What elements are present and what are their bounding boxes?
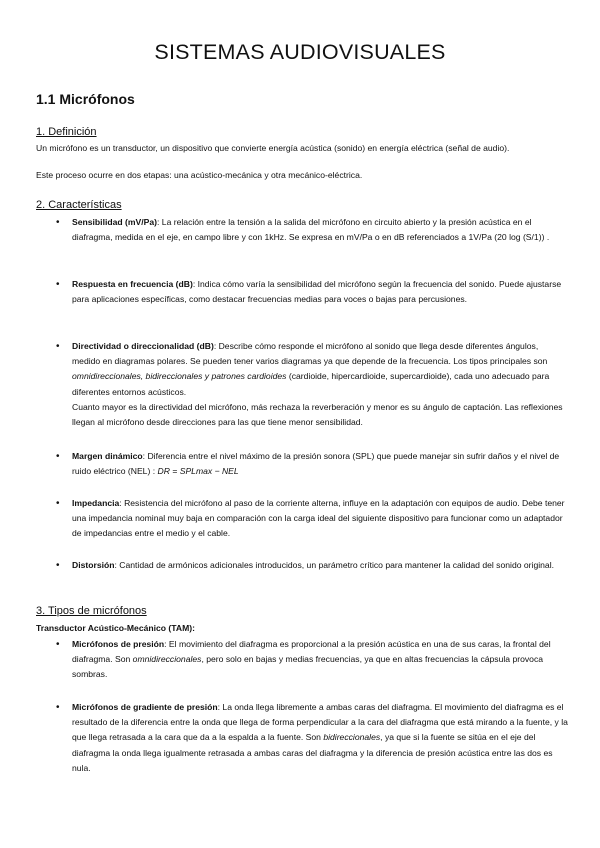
list-item-respuesta xyxy=(72,277,568,307)
list-item-sensibilidad xyxy=(72,215,568,245)
item-text-continued: , ya que si la fuente se sitúa en el eje del diafragma la onda llega igualmente retrasada a ambas caras del diafragma y la diferencia de presión acústica entre las dos es nula. xyxy=(72,732,553,773)
bullet-icon: • xyxy=(56,279,60,290)
definicion-heading: 1. Definición xyxy=(36,126,97,138)
list-item-presion xyxy=(72,637,568,683)
bullet-icon: • xyxy=(56,451,60,462)
item-extra: Cuanto mayor es la directividad del micrófono, más rechaza la reverberación y menor es su ángulo de captación. Las reflexiones llegan al micrófono desde direcciones para las que tiene menor sensibilidad. xyxy=(72,401,563,428)
definicion-paragraph-2: Este proceso ocurre en dos etapas: una acústico-mecánica y otra mecánico-eléctrica. xyxy=(36,170,363,180)
item-text: : El movimiento del diafragma es proporcional a la presión acústica en una de sus caras, la frontal del diafragma. Son xyxy=(72,639,551,665)
item-formula: DR = SPLmax − NEL xyxy=(157,466,239,477)
caracteristicas-heading: 2. Características xyxy=(36,199,122,211)
item-term: Sensibilidad (mV/Pa) xyxy=(72,217,158,227)
item-term: Margen dinámico xyxy=(72,451,143,461)
item-term: Impedancia xyxy=(72,498,120,508)
item-term: Micrófonos de gradiente de presión xyxy=(72,702,218,712)
item-text: : Indica cómo varía la sensibilidad del micrófono según la frecuencia del sonido. Puede ajustarse para aplicaciones específicas, como destacar frecuencias medias para voces o bajas para percusiones. xyxy=(72,279,562,305)
item-text: : La onda llega libremente a ambas caras del diafragma. El movimiento del diafragma es el resultado de la diferencia entre la onda que llega de forma perpendicular a la cara del diafragma que está mirando a la fuente, y la que llega retrasada a la cara que da a la espalda a la fuente. Son xyxy=(72,702,568,743)
item-text: : La relación entre la tensión a la salida del micrófono en circuito abierto y la presión acústica en el diafragma, medida en el eje, en campo libre y con 1kHz. Se expresa en mV/Pa o en dB referenciados a 1V/Pa (20 log (S/1)) . xyxy=(72,217,550,243)
list-item-directividad xyxy=(72,339,568,430)
item-term: Micrófonos de presión xyxy=(72,639,165,649)
item-term: Respuesta en frecuencia (dB) xyxy=(72,279,193,289)
item-text-continued: (cardioide, hipercardioide, supercardioide), cada uno adecuado para diferentes entornos acústicos. xyxy=(72,371,550,397)
list-item-gradiente xyxy=(72,700,568,776)
item-text: : Resistencia del micrófono al paso de la corriente alterna, influye en la adaptación con equipos de audio. Debe tener una impedancia nominal muy baja en comparación con la carga ideal del siguiente dispositivo para funcionar como un adaptador de impedancias entre el medio y el cable. xyxy=(72,498,565,539)
tipos-subheading: Transductor Acústico-Mecánico (TAM): xyxy=(36,623,195,633)
item-text: : Describe cómo responde el micrófono al sonido que llega desde diferentes ángulos, medido en diagramas polares. Se pueden tener varios diagramas ya que depende de la frecuencia. Los tipos principales son xyxy=(72,341,548,367)
bullet-icon: • xyxy=(56,639,60,650)
list-item-margen xyxy=(72,449,568,479)
tipos-heading: 3. Tipos de micrófonos xyxy=(36,605,147,617)
item-term: Distorsión xyxy=(72,560,115,570)
item-text: : Cantidad de armónicos adicionales introducidos, un parámetro crítico para mantener la calidad del sonido original. xyxy=(114,560,554,570)
list-item-distorsion xyxy=(72,558,568,573)
bullet-icon: • xyxy=(56,560,60,571)
bullet-icon: • xyxy=(56,498,60,509)
list-item-impedancia xyxy=(72,496,568,542)
document-title: SISTEMAS AUDIOVISUALES xyxy=(154,40,446,64)
item-italic: omnidireccionales xyxy=(132,654,202,665)
bullet-icon: • xyxy=(56,702,60,713)
item-text: : Diferencia entre el nivel máximo de la presión sonora (SPL) que puede manejar sin sufrir daños y el nivel de ruido eléctrico (NEL) : xyxy=(72,451,560,477)
bullet-icon: • xyxy=(56,341,60,352)
item-italic: bidireccionales xyxy=(323,732,381,743)
section-heading: 1.1 Micrófonos xyxy=(36,91,135,107)
item-text-continued: , pero solo en bajas y medias frecuencias, ya que en altas frecuencias la cápsula provoca sombras. xyxy=(72,654,544,680)
item-term: Directividad o direccionalidad (dB) xyxy=(72,341,214,351)
bullet-icon: • xyxy=(56,217,60,228)
definicion-paragraph-1: Un micrófono es un transductor, un dispositivo que convierte energía acústica (sonido) en energía eléctrica (señal de audio). xyxy=(36,143,510,153)
item-italic: omnidireccionales, bidireccionales y patrones cardioides xyxy=(72,371,287,382)
